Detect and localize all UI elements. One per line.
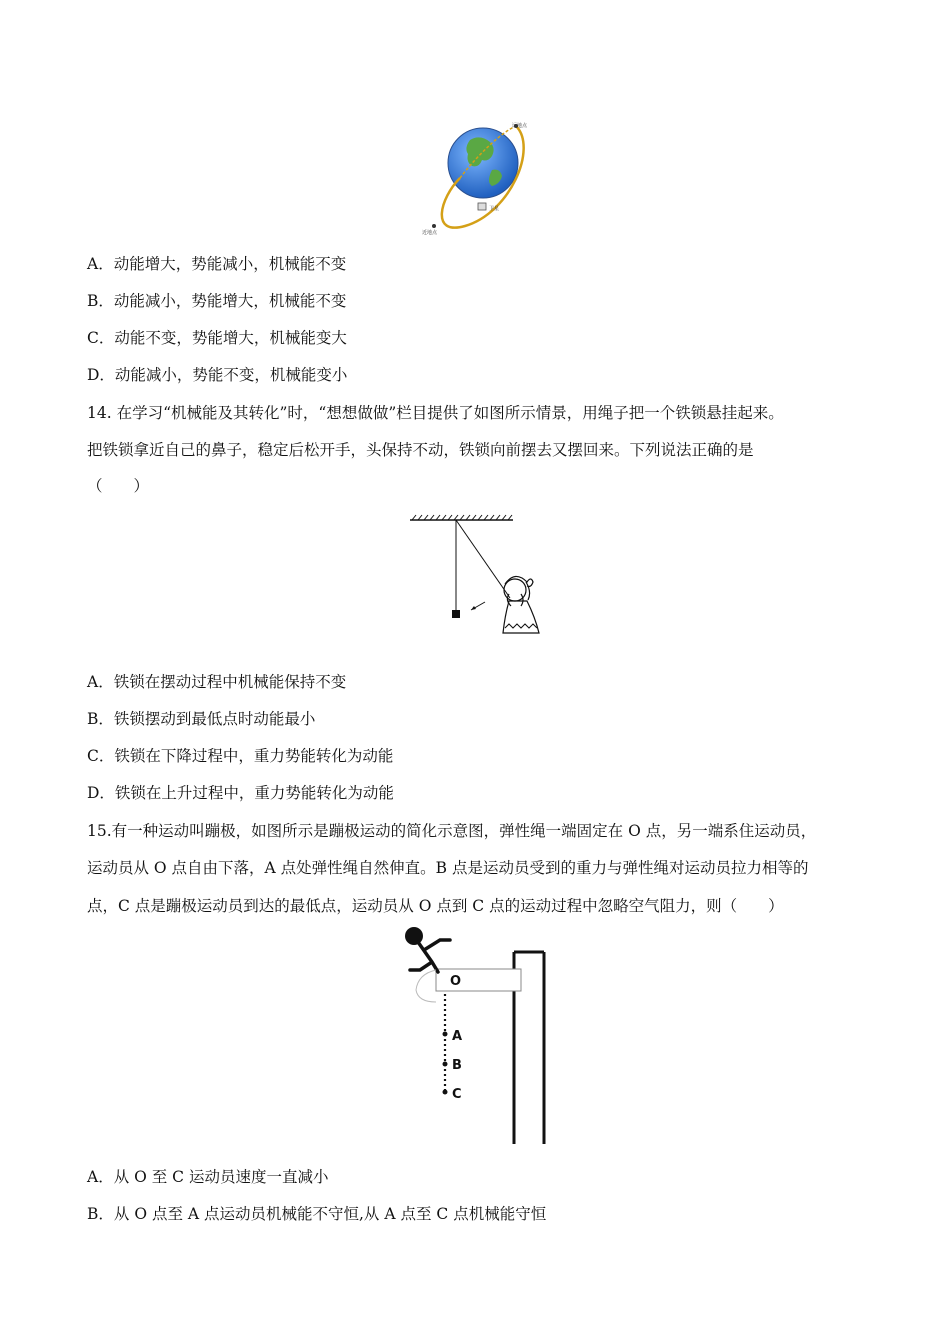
q14-stem-line: （ ） (87, 477, 150, 495)
q13-option-a: A．动能增大，势能减小，机械能不变 (87, 255, 347, 273)
q15-option-b: B．从 O 点至 A 点运动员机械能不守恒,从 A 点至 C 点机械能守恒 (87, 1205, 547, 1223)
pendulum-lock-figure (405, 510, 550, 642)
bungee-cord-loop (416, 970, 436, 1002)
point-c-dot (443, 1090, 448, 1095)
q15-stem-line: 点，C 点是蹦极运动员到达的最低点，运动员从 O 点到 C 点的运动过程中忽略空气阻力，则（ ） (87, 897, 784, 915)
girl-dress-pattern (505, 624, 537, 628)
q13-option-b: B．动能减小，势能增大，机械能不变 (87, 292, 347, 310)
q15-stem-line: 运动员从 O 点自由下落，A 点处弹性绳自然伸直。B 点是运动员受到的重力与弹性绳对运动员拉力相等的 (87, 859, 809, 877)
bungee-jump-figure (398, 924, 550, 1146)
jumper-body-icon (410, 940, 450, 972)
jump-platform (436, 969, 521, 991)
q14-option-a: A．铁锁在摆动过程中机械能保持不变 (87, 673, 347, 691)
near-point-dot (432, 224, 436, 228)
near-point-label: 近地点 (422, 230, 438, 236)
string-angled (456, 520, 510, 598)
point-o-label: O (450, 974, 462, 989)
q15-stem-line: 15.有一种运动叫蹦极，如图所示是蹦极运动的简化示意图，弹性绳一端固定在 O 点，另一端系住运动员， (87, 822, 817, 840)
point-a-label: A (452, 1029, 463, 1044)
q15-option-a: A．从 O 至 C 运动员速度一直减小 (87, 1168, 329, 1186)
arrow-head (471, 606, 476, 610)
satellite-icon (478, 203, 486, 210)
q14-option-d: D．铁锁在上升过程中，重力势能转化为动能 (87, 784, 394, 802)
satellite-label: 卫星 (489, 206, 500, 212)
point-b-dot (443, 1062, 448, 1067)
q14-stem-line: 14. 在学习“机械能及其转化”时，“想想做做”栏目提供了如图所示情景，用绳子把一个铁锁悬挂起来。 (87, 404, 784, 422)
q14-option-c: C．铁锁在下降过程中，重力势能转化为动能 (87, 747, 394, 765)
q14-option-b: B．铁锁摆动到最低点时动能最小 (87, 710, 316, 728)
q14-stem-line: 把铁锁拿近自己的鼻子，稳定后松开手，头保持不动，铁锁向前摆去又摆回来。下列说法正确的是 (87, 441, 754, 459)
lock-icon (452, 610, 460, 618)
q13-option-d: D．动能减小，势能不变，机械能变小 (87, 366, 348, 384)
point-a-dot (443, 1032, 448, 1037)
satellite-orbit-figure (420, 118, 535, 240)
point-c-label: C (452, 1087, 462, 1102)
q13-option-c: C．动能不变，势能增大，机械能变大 (87, 329, 347, 347)
point-b-label: B (452, 1058, 462, 1073)
far-point-label: 远地点 (512, 123, 528, 129)
